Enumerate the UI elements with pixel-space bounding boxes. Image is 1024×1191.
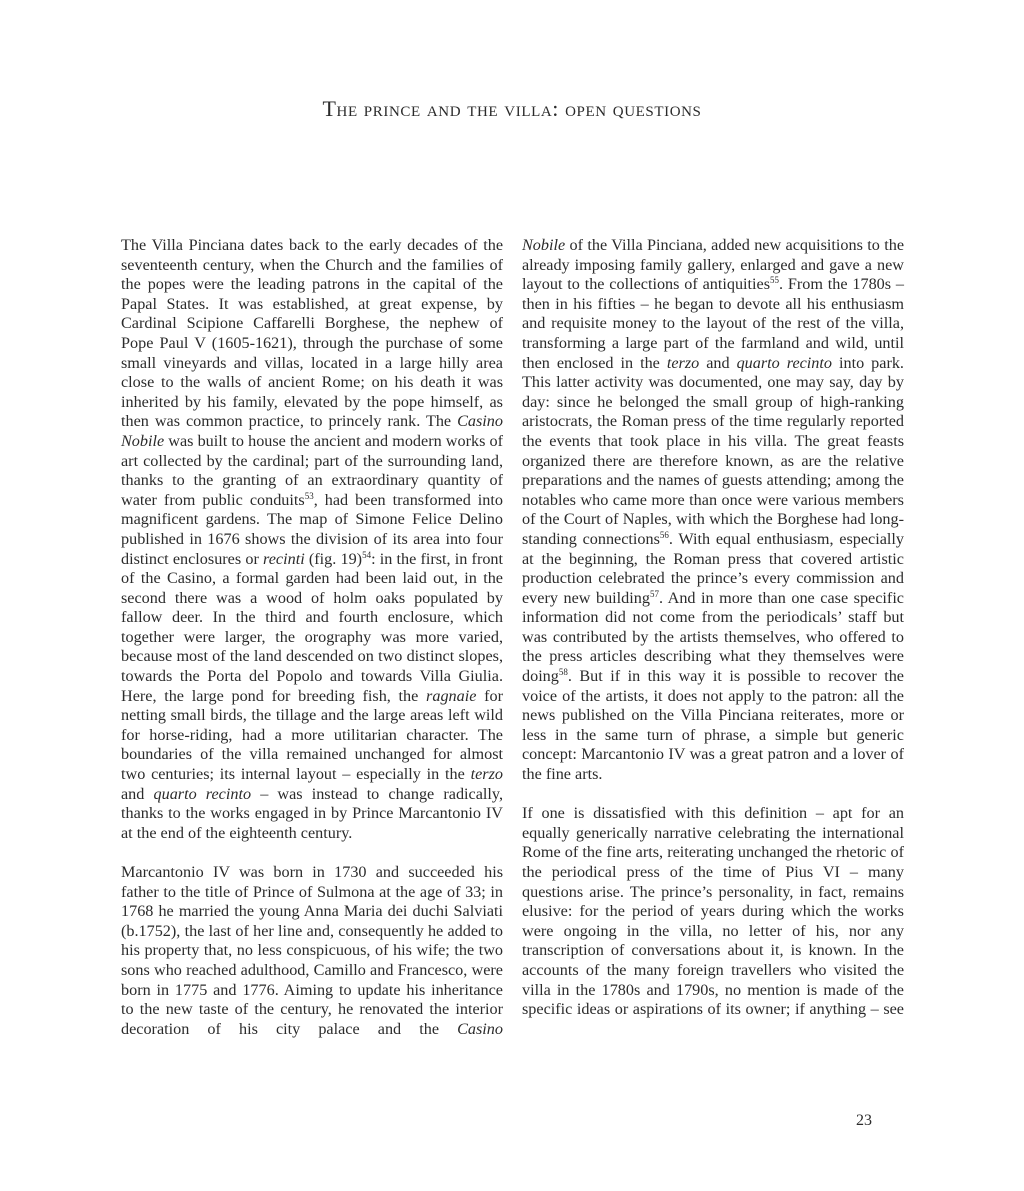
paragraph: Marcantonio IV was born in 1730 and succeeded his father to the title of Prince of Sulmona at the age of 33; in 1768 he married the young Anna Maria dei duchi Salviati (b.1752), the last of her line and, consequently he added to his property that, no less conspicuous, of his wife; the two sons who reached adulthood, Camillo and Francesco, were born in 1775 and 1776. Aiming to update his inheritance to the new taste of the century, he renovated the interior decoration of his city palace and the Casino	[121, 863, 503, 1038]
page-title: The prince and the villa: open questions	[322, 96, 702, 121]
paragraph: The Villa Pinciana dates back to the early decades of the seventeenth century, when the Church and the families of the popes were the leading patrons in the capital of the Papal States. It was established, at great expense, by Cardinal Scipione Caffarelli Borghese, the nephew of Pope Paul V (1605-1621), through the purchase of some small vineyards and villas, located in a large hilly area close to the walls of ancient Rome; on his death it was inherited by his family, elevated by the pope himself, as then was common practice, to princely rank. The Casino Nobile was built to house the ancient and modern works of art collected by the cardinal; part of the surrounding land, thanks to the granting of an extraordinary quantity of water from public conduits$^{53}$, had been transformed into magnificent gardens. The map of Simone Felice Delino published in 1676 shows the division of its area into four distinct enclosures or recinti (fig. 19)$^{54}$: in the first, in front of the Casino, a formal garden had been laid out, in the second there was a wood of holm oaks populated by fallow deer. In the third and fourth enclosure, which together were larger, the orography was more varied, because most of the land descended on two distinct slopes, towards the Porta del Popolo and towards Villa Giulia. Here, the large pond for breeding fish, the ragnaie for netting small birds, the tillage and the large areas left wild for horse-riding, had a more utilitarian character. The boundaries of the villa remained unchanged for almost two centuries; its internal layout – especially in the terzo and quarto recinto – was instead to change radically, thanks to the works engaged in by Prince Marcantonio IV at the end of the eighteenth century.	[121, 236, 504, 842]
paragraph: Nobile of the Villa Pinciana, added new acquisitions to the already imposing family gallery, enlarged and gave a new layout to the collections of antiquities$^{55}$. From the 1780s – then in his fifties – he began to devote all his enthusiasm and requisite money to the layout of the rest of the villa, transforming a large part of the farmland and wild, until then enclosed in the terzo and quarto recinto into park. This latter activity was documented, one may say, day by day: since he belonged the small group of high-ranking aristocrats, the Roman press of the time regularly reported the events that took place in his villa. The great feasts organized there are therefore known, as are the relative preparations and the names of guests attending; among the notables who came more than once were various members of the Court of Naples, with which the Borghese had long-standing connections$^{56}$. With equal enthusiasm, especially at the beginning, the Roman press that covered artistic production celebrated the prince’s every commission and every new building$^{57}$. And in more than one case specific information did not come from the periodicals’ staff but was contributed by the artists themselves, who offered to the press articles describing what they themselves were doing$^{58}$. But if in this way it is possible to recover the voice of the artists, it does not apply to the patron: all the news published on the Villa Pinciana reiterates, more or less in the same turn of phrase, a simple but generic concept: Marcantonio IV was a great patron and a lover of the fine arts.	[522, 236, 905, 784]
italic-term: recinti	[263, 549, 305, 568]
footnote-ref: 57	[649, 588, 659, 599]
italic-term: Nobile	[522, 236, 566, 254]
footnote-ref: 58	[558, 667, 568, 678]
paragraph: If one is dissatisfied with this definition – apt for an equally generically narrative celebrating the international Rome of the fine arts, reiterating unchanged the rhetoric of the periodical press of the time of Pius VI – many questions arise. The prince’s personality, in fact, remains elusive: for the period of years during which the works were ongoing in the villa, no letter of his, nor any transcription of conversations about it, is known. In the accounts of the many foreign travellers who visited the villa in the 1780s and 1790s, no mention is made of the specific ideas or aspirations of its owner; if anything – see	[522, 804, 904, 1019]
footnote-ref: 53	[304, 490, 314, 501]
italic-term: Casino	[457, 1019, 503, 1038]
italic-term: Casino Nobile	[121, 412, 503, 450]
footnote-ref: 55	[770, 275, 780, 286]
italic-term: quarto recinto	[736, 353, 832, 372]
italic-term: terzo	[666, 353, 700, 372]
page-number: 23	[856, 1112, 872, 1129]
right-text-column	[522, 236, 904, 1020]
italic-term: ragnaie	[426, 686, 477, 705]
footnote-ref: 56	[659, 529, 669, 540]
italic-term: quarto recinto	[153, 784, 252, 803]
footnote-ref: 54	[362, 549, 372, 560]
italic-term: terzo	[470, 765, 503, 784]
left-text-column	[121, 236, 503, 1039]
